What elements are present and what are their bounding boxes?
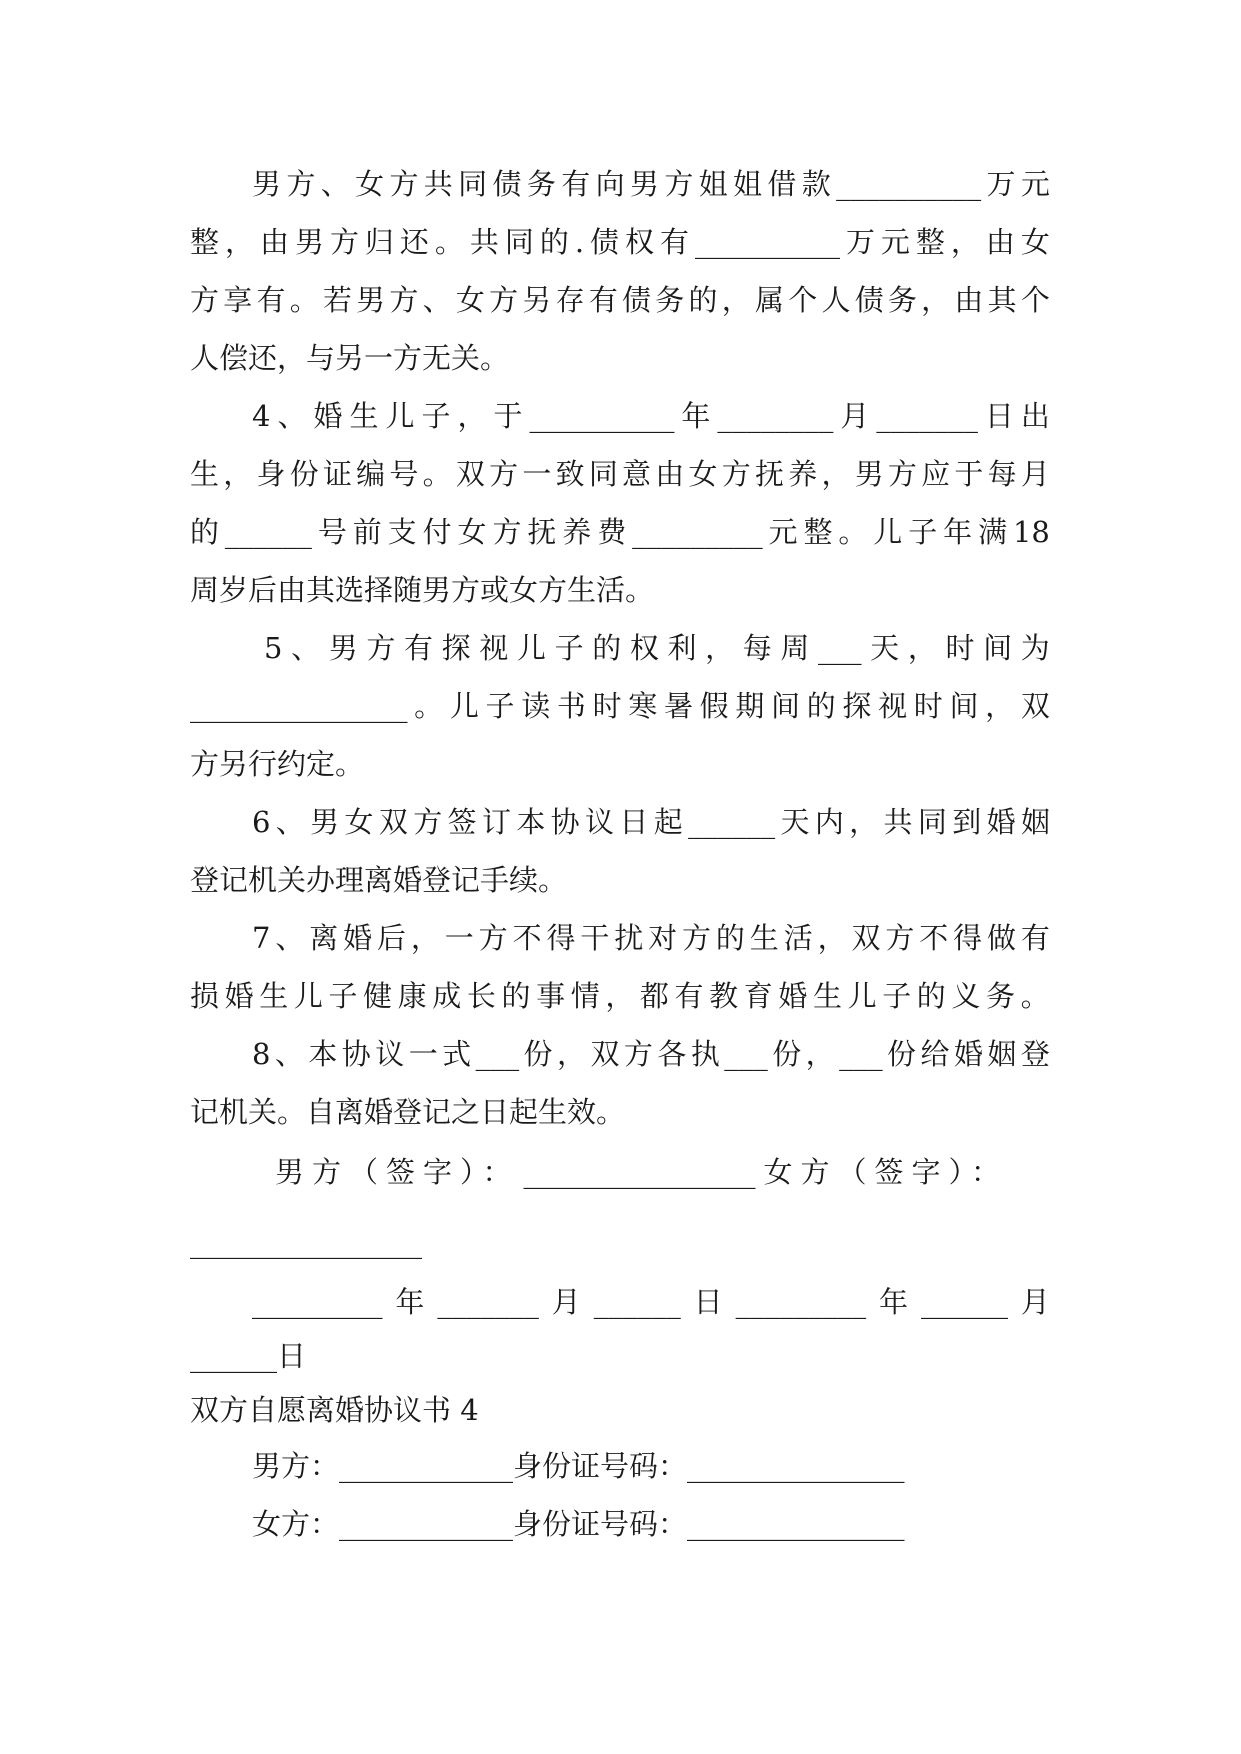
body-line: 8 、 本 协 议 一 式 ___ 份 ， 双 方 各 执 ___ 份 ， ___ 份 给 婚 姻 登	[252, 1037, 1050, 1071]
date-unit: 年	[879, 1285, 909, 1319]
body-line: 4 、 婚 生 儿 子 ， 于 __________ 年 ________ 月 _______ 日 出	[252, 399, 1050, 433]
date-unit: 月	[1020, 1285, 1050, 1319]
male-party-line	[190, 1437, 1050, 1495]
female-party-line	[190, 1495, 1050, 1553]
body-line: 5 、 男 方 有 探 视 儿 子 的 权 利 ， 每 周 ___ 天 ， 时 间 为	[264, 631, 1050, 665]
date-unit: 月	[551, 1285, 581, 1319]
body-line: 方另行约定。	[190, 747, 365, 781]
body-line: 方 享 有 。 若 男 方 、 女 方 另 存 有 债 务 的 ， 属 个 人 债 务 ， 由 其 个	[190, 283, 1050, 317]
date-blank[interactable]: ______	[920, 1285, 1008, 1319]
body-line: _______________ 。 儿 子 读 书 时 寒 暑 假 期 间 的 探 视 时 间 ， 双	[190, 689, 1050, 723]
document-page	[190, 155, 1050, 1553]
signature-row	[190, 1143, 1050, 1201]
date-blank[interactable]: ______	[593, 1285, 681, 1319]
male-signature-blank[interactable]: ________________	[523, 1155, 756, 1189]
body-line: 人偿还，与另一方无关。	[190, 341, 510, 375]
body-line: 登记机关办理离婚登记手续。	[190, 863, 568, 897]
female-party-name-blank[interactable]: ____________	[339, 1507, 514, 1541]
female-signature-blank-line	[190, 1213, 1050, 1271]
date-unit: 年	[395, 1285, 425, 1319]
date-blank[interactable]: _______	[437, 1285, 539, 1319]
date-tail[interactable]: ______日	[190, 1339, 307, 1373]
body-line: 损 婚 生 儿 子 健 康 成 长 的 事 情 ， 都 有 教 育 婚 生 儿 子 的 义 务 。	[190, 979, 1050, 1013]
body-line: 记机关。自离婚登记之日起生效。	[190, 1095, 626, 1129]
female-party-label: 女方：	[252, 1507, 340, 1541]
date-line	[190, 1273, 1050, 1331]
body-line: 生 ， 身 份 证 编 号 。 双 方 一 致 同 意 由 女 方 抚 养 ， 男 方 应 于 每 月	[190, 457, 1050, 491]
male-party-id-label: 身份证号码：	[513, 1449, 688, 1483]
agreement-body	[190, 155, 1050, 1141]
date-tail-line	[190, 1327, 1050, 1385]
body-line: 男 方 、 女 方 共 同 债 务 有 向 男 方 姐 姐 借 款 __________ 万 元	[252, 167, 1050, 201]
female-signature-label: 女方（签字）：	[763, 1155, 1009, 1189]
next-title-text: 双方自愿离婚协议书 4	[190, 1393, 479, 1427]
body-line: 整 ， 由 男 方 归 还 。 共 同 的 . 债 权 有 __________ 万 元 整 ， 由 女	[190, 225, 1050, 259]
body-line: 的 ______ 号 前 支 付 女 方 抚 养 费 _________ 元 整 。 儿 子 年 满 18	[190, 515, 1050, 549]
date-blank[interactable]: _________	[735, 1285, 867, 1319]
male-signature-label: 男方（签字）：	[275, 1155, 520, 1189]
female-party-id-label: 身份证号码：	[513, 1507, 688, 1541]
female-signature-blank[interactable]: ________________	[190, 1225, 422, 1259]
body-line: 7 、 离 婚 后 ， 一 方 不 得 干 扰 对 方 的 生 活 ， 双 方 不 得 做 有	[252, 921, 1050, 955]
date-blank[interactable]: _________	[252, 1285, 383, 1319]
date-unit: 日	[693, 1285, 723, 1319]
male-party-label: 男方：	[252, 1449, 340, 1483]
female-party-id-blank[interactable]: _______________	[687, 1507, 905, 1541]
male-party-name-blank[interactable]: ____________	[339, 1449, 514, 1483]
male-party-id-blank[interactable]: _______________	[687, 1449, 905, 1483]
body-line: 周岁后由其选择随男方或女方生活。	[190, 573, 655, 607]
next-agreement-title	[190, 1381, 1050, 1439]
body-line: 6 、 男 女 双 方 签 订 本 协 议 日 起 ______ 天 内 ， 共 同 到 婚 姻	[252, 805, 1050, 839]
